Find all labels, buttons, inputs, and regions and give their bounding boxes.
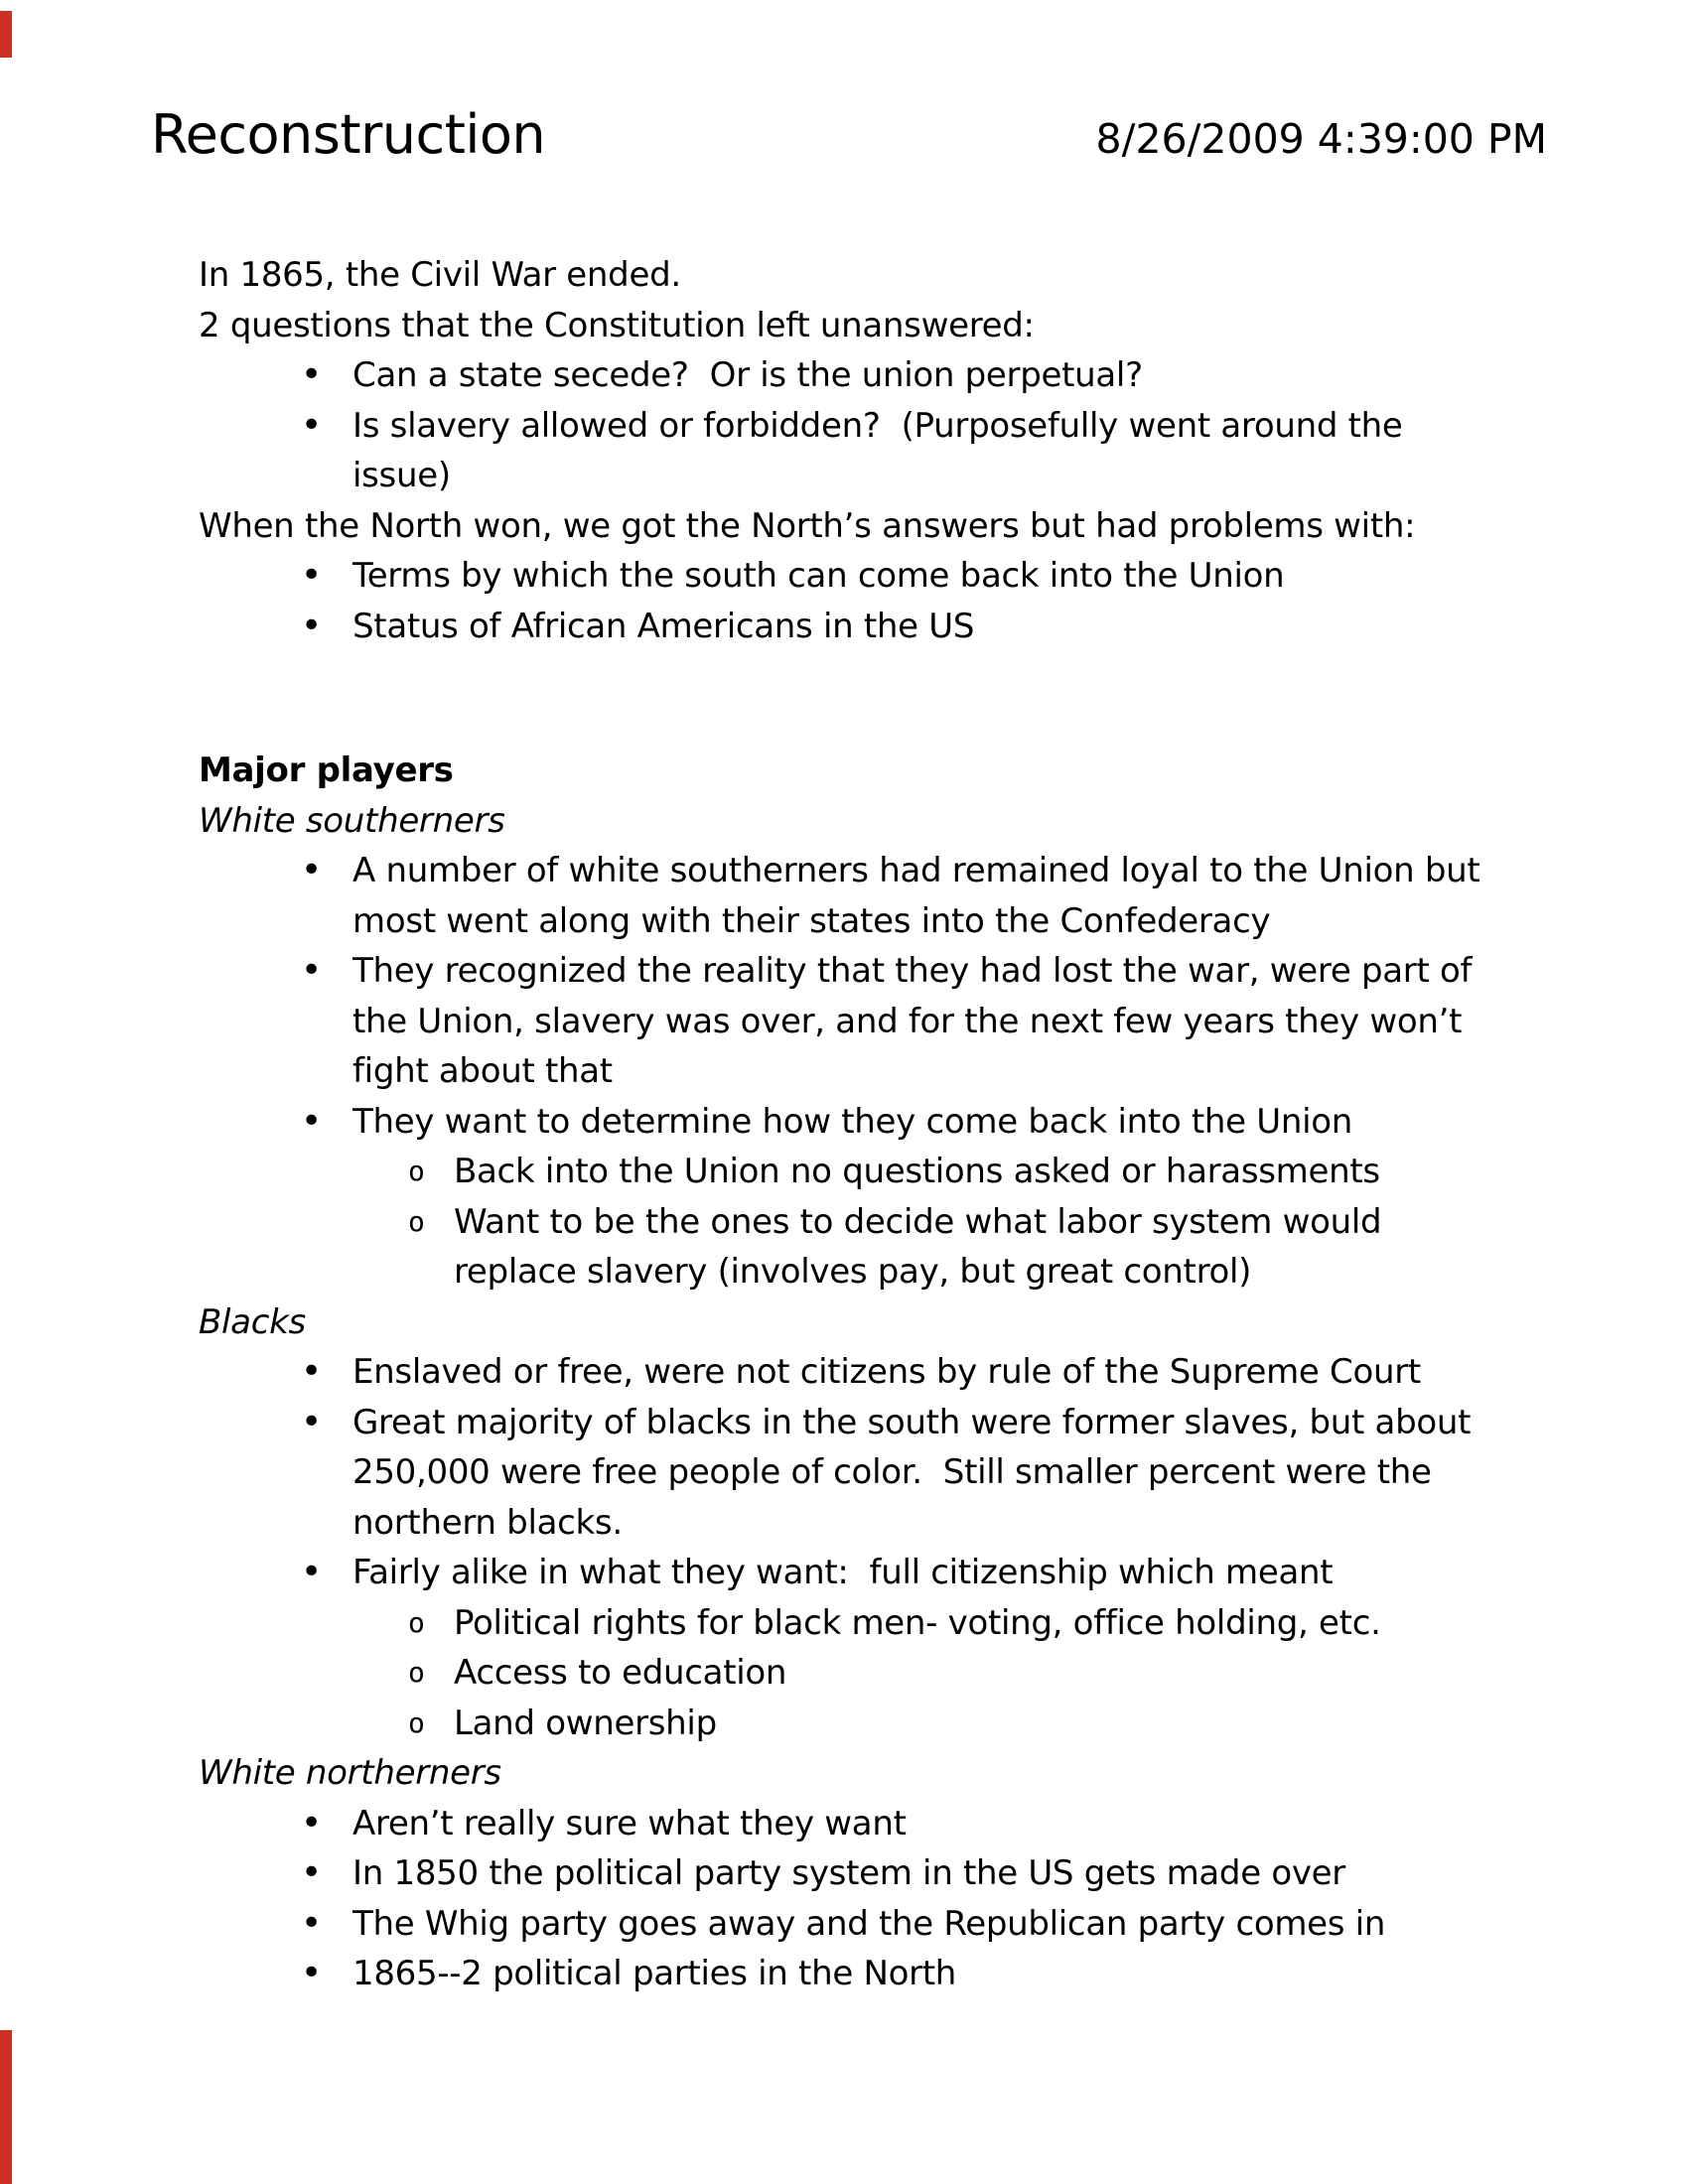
paragraph-text: Major players <box>199 751 454 790</box>
paragraph-text: Aren’t really sure what they want <box>352 1803 907 1843</box>
bullet-circle-icon: o <box>408 1605 425 1639</box>
paragraph-text: Access to education <box>454 1653 787 1693</box>
paragraph-text: Back into the Union no questions asked or harassments <box>454 1152 1380 1191</box>
list-item <box>199 1949 1504 1999</box>
paragraph <box>199 301 1504 351</box>
list-item <box>199 1398 1504 1549</box>
bullet-dot-icon: • <box>301 404 322 446</box>
red-edge-mark <box>0 11 12 58</box>
paragraph-text: In 1850 the political party system in the US gets made over <box>352 1853 1345 1893</box>
paragraph-text: When the North won, we got the North’s answers but had problems with: <box>199 505 1416 546</box>
list-item <box>199 401 1504 501</box>
section-heading <box>199 796 1504 847</box>
paragraph-text: Terms by which the south can come back into the Union <box>352 556 1285 596</box>
paragraph-text: They want to determine how they come back into the Union <box>352 1101 1353 1142</box>
page-title: Reconstruction <box>151 103 546 166</box>
paragraph-text: Great majority of blacks in the south were former slaves, but about 250,000 were free people of color. Still smaller percent were the northern blacks. <box>352 1402 1481 1543</box>
list-item <box>199 350 1504 401</box>
bullet-dot-icon: • <box>301 1953 322 1993</box>
list-item <box>199 1347 1504 1398</box>
bullet-dot-icon: • <box>301 605 322 646</box>
paragraph-text: They recognized the reality that they had lost the war, were part of the Union, slavery was over, and for the next few years they won’t fight about that <box>352 951 1482 1091</box>
bullet-dot-icon: • <box>301 1351 322 1392</box>
bullet-circle-icon: o <box>408 1706 425 1739</box>
section-spacer <box>199 651 1504 746</box>
bullet-dot-icon: • <box>301 1552 322 1592</box>
bullet-dot-icon: • <box>301 1902 322 1944</box>
section-heading <box>199 1297 1504 1348</box>
bullet-dot-icon: • <box>301 850 322 890</box>
list-item <box>199 602 1504 652</box>
paragraph-text: The Whig party goes away and the Republican party comes in <box>352 1903 1386 1944</box>
paragraph-text: In 1865, the Civil War ended. <box>199 255 681 295</box>
list-item <box>199 1147 1504 1197</box>
list-item <box>199 946 1504 1097</box>
list-item <box>199 1648 1504 1699</box>
bullet-dot-icon: • <box>301 950 322 991</box>
list-item <box>199 1848 1504 1899</box>
bullet-circle-icon: o <box>408 1204 425 1238</box>
list-item <box>199 1598 1504 1649</box>
list-item <box>199 551 1504 602</box>
section-heading <box>199 1748 1504 1799</box>
section-heading <box>199 746 1504 796</box>
bullet-dot-icon: • <box>301 354 322 395</box>
bullet-dot-icon: • <box>301 1802 322 1843</box>
list-item <box>199 1899 1504 1950</box>
bullet-dot-icon: • <box>301 1401 322 1442</box>
paragraph-text: White northerners <box>199 1753 501 1793</box>
paragraph <box>199 501 1504 552</box>
document-header <box>151 103 1547 168</box>
paragraph-text: Is slavery allowed or forbidden? (Purposefully went around the issue) <box>352 405 1414 495</box>
document-body <box>199 250 1504 1999</box>
paragraph-text: Want to be the ones to decide what labor system would replace slavery (involves pay, but great control) <box>454 1201 1392 1292</box>
bullet-dot-icon: • <box>301 555 322 596</box>
paragraph-text: Blacks <box>199 1301 306 1342</box>
paragraph-text: Enslaved or free, were not citizens by rule of the Supreme Court <box>352 1352 1421 1392</box>
paragraph-text: White southerners <box>199 800 505 841</box>
paragraph-text: Status of African Americans in the US <box>352 606 975 646</box>
bullet-dot-icon: • <box>301 1100 322 1142</box>
list-item <box>199 1699 1504 1749</box>
paragraph-text: Land ownership <box>454 1703 717 1743</box>
paragraph-text: Political rights for black men- voting, office holding, etc. <box>454 1602 1381 1643</box>
list-item <box>199 1548 1504 1598</box>
list-item <box>199 1799 1504 1849</box>
timestamp: 8/26/2009 4:39:00 PM <box>1095 115 1547 163</box>
paragraph-text: Can a state secede? Or is the union perpetual? <box>352 355 1143 395</box>
paragraph-text: Fairly alike in what they want: full citizenship which meant <box>352 1553 1334 1592</box>
paragraph-text: A number of white southerners had remained loyal to the Union but most went along with their states into the Confederacy <box>352 851 1490 941</box>
paragraph-text: 2 questions that the Constitution left unanswered: <box>199 305 1035 345</box>
bullet-dot-icon: • <box>301 1852 322 1893</box>
paragraph <box>199 250 1504 301</box>
bullet-circle-icon: o <box>408 1656 425 1689</box>
list-item <box>199 846 1504 946</box>
paragraph-text: 1865--2 political parties in the North <box>352 1954 957 1993</box>
list-item <box>199 1197 1504 1297</box>
red-edge-mark <box>0 2030 12 2184</box>
list-item <box>199 1097 1504 1148</box>
bullet-circle-icon: o <box>408 1155 425 1187</box>
